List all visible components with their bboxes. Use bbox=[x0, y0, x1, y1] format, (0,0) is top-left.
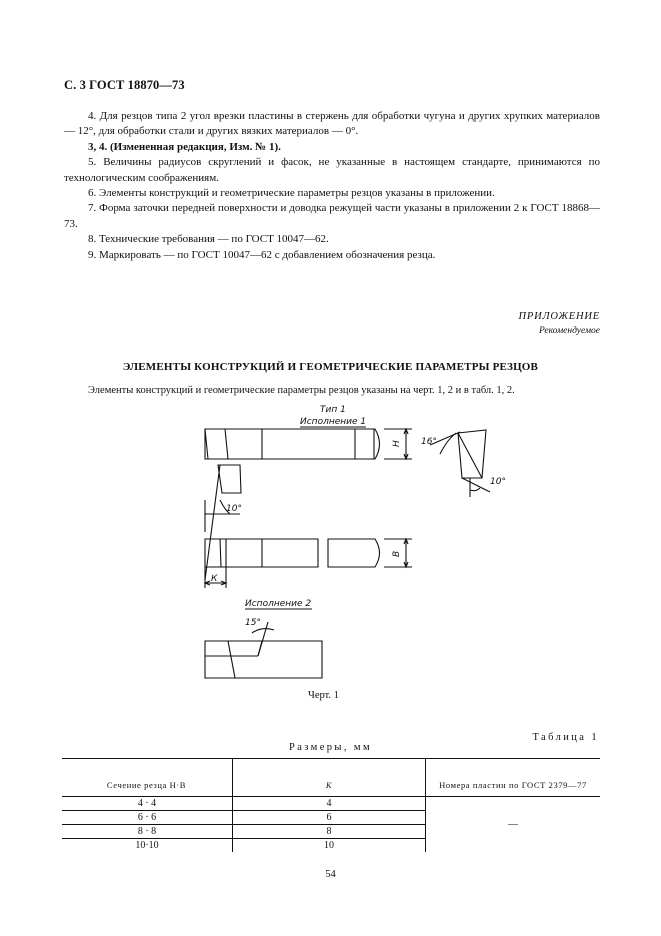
paragraph: 7. Форма заточки передней поверхности и доводка режущей части указаны в приложении 2 к ГОСТ 18868—73. bbox=[64, 202, 600, 230]
column-header-section: Сечение резца Н·В bbox=[62, 759, 233, 797]
dim-h-label: Н bbox=[392, 440, 402, 447]
cell-section: 4 · 4 bbox=[62, 797, 233, 811]
table-subtitle: Размеры, мм bbox=[288, 742, 373, 753]
cutter-end-view bbox=[430, 430, 490, 497]
amendment-text: 3, 4. (Измененная редакция, Изм. № 1). bbox=[88, 140, 281, 153]
variant1-label: Исполнение 1 bbox=[300, 417, 367, 427]
column-header-k: К bbox=[233, 759, 426, 797]
variant2-label: Исполнение 2 bbox=[245, 599, 312, 609]
cell-k: 8 bbox=[233, 825, 426, 839]
paragraph: 4. Для резцов типа 2 угол врезки пластины в стержень для обработки чугуна и других хрупких материалов — 12°, для обработки стали и других вязких материалов — 0°. bbox=[64, 110, 600, 138]
paragraph: 8. Технические требования — по ГОСТ 10047—62. bbox=[88, 233, 329, 246]
paragraph: 9. Маркировать — по ГОСТ 10047—62 с добавлением обозначения резца. bbox=[88, 248, 436, 261]
paragraph: 6. Элементы конструкций и геометрические параметры резцов указаны в приложении. bbox=[88, 187, 495, 200]
cell-plates: — bbox=[508, 819, 518, 830]
table-row bbox=[62, 797, 600, 811]
dimensions-table bbox=[62, 758, 600, 852]
type-label: Тип 1 bbox=[320, 405, 346, 415]
column-header-plates: Номера пластин по ГОСТ 2379—77 bbox=[426, 759, 601, 797]
figure-caption: Черт. 1 bbox=[308, 690, 339, 701]
appendix-subtitle: Рекомендуемое bbox=[538, 326, 600, 336]
page-number: 54 bbox=[325, 869, 336, 880]
dim-k-label: К bbox=[211, 574, 218, 584]
section-title: ЭЛЕМЕНТЫ КОНСТРУКЦИЙ И ГЕОМЕТРИЧЕСКИЕ ПАРАМЕТРЫ РЕЗЦОВ bbox=[122, 361, 539, 373]
cutter-variant2 bbox=[205, 622, 322, 678]
cell-section: 6 · 6 bbox=[62, 811, 233, 825]
angle-10-right-label: 10° bbox=[490, 477, 506, 487]
angle-16-label: 16° bbox=[421, 437, 437, 447]
dim-b-label: В bbox=[392, 550, 402, 557]
insert-detail bbox=[205, 465, 241, 580]
cell-section: 8 · 8 bbox=[62, 825, 233, 839]
angle-15-label: 15° bbox=[245, 618, 261, 628]
cutter-bar-top bbox=[205, 429, 380, 459]
cutter-bar-lower bbox=[205, 539, 380, 567]
cell-k: 10 bbox=[233, 839, 426, 853]
paragraph: 5. Величины радиусов скруглений и фасок, не указанные в настоящем стандарте, принимаются по технологическим соображениям. bbox=[64, 156, 600, 184]
cell-k: 4 bbox=[233, 797, 426, 811]
cell-k: 6 bbox=[233, 811, 426, 825]
appendix-title: ПРИЛОЖЕНИЕ bbox=[518, 311, 600, 322]
page-header: С. 3 ГОСТ 18870—73 bbox=[64, 78, 185, 92]
intro-text: Элементы конструкций и геометрические параметры резцов указаны на черт. 1, 2 и в табл. 1, 2. bbox=[88, 385, 515, 396]
table-header-row bbox=[62, 759, 600, 797]
table-title: Таблица 1 bbox=[532, 732, 599, 743]
angle-10-left-label: 10° bbox=[226, 504, 242, 514]
cell-section: 10·10 bbox=[135, 840, 159, 851]
